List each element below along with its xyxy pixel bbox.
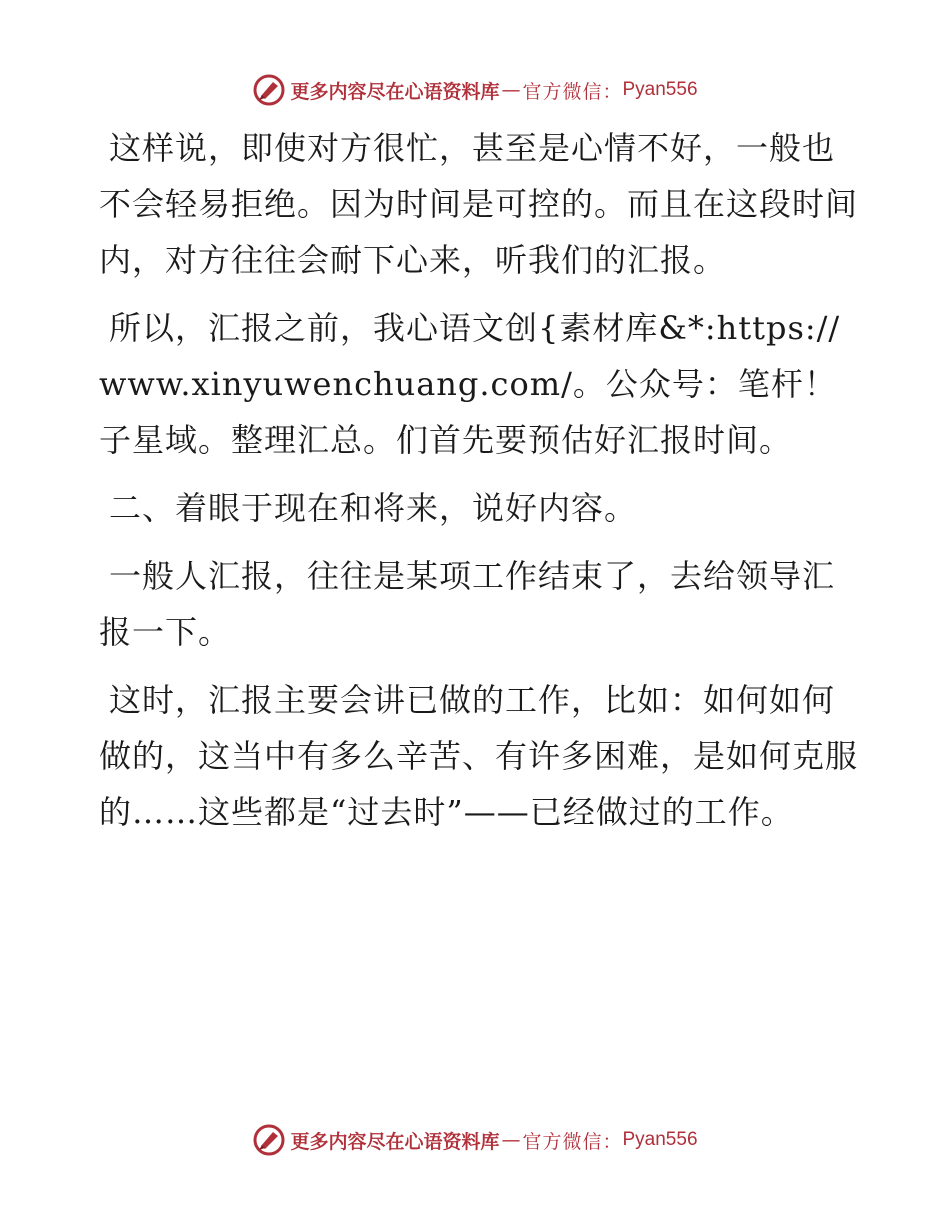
footer-banner [0,1120,950,1160]
paragraph-3-heading: 二、着眼于现在和将来，说好内容。 [109,489,638,527]
banner-wechat-label: 官方微信： [522,80,623,103]
paragraph-5: 这时，汇报主要会讲已做的工作，比如：如何如何做的，这当中有多么辛苦、有许多困难，是如何克服的……这些都是“过去时”——已经做过的工作。 [99,681,859,831]
paragraph-2: 所以，汇报之前，我心语文创{素材库&*:https://www.xinyuwenchuang.com/。公众号：笔杆！子星域。整理汇总。们首先要预估好汇报时间。 [99,309,841,459]
paragraph-1: 这样说，即使对方很忙，甚至是心情不好，一般也不会轻易拒绝。因为时间是可控的。而且在这段时间内，对方往往会耐下心来，听我们的汇报。 [99,129,859,279]
banner-brand-text: 更多内容尽在心语资料库 [290,1130,500,1153]
pen-logo-icon [252,1123,286,1157]
banner-wechat-label: 官方微信： [522,1130,623,1153]
banner-brand-text: 更多内容尽在心语资料库 [290,80,500,103]
pen-logo-icon [252,73,286,107]
header-banner [0,70,950,110]
document-body [99,120,859,852]
paragraph-4: 一般人汇报，往往是某项工作结束了，去给领导汇报一下。 [99,557,836,651]
banner-separator: — [501,1129,521,1151]
banner-separator: — [501,79,521,101]
banner-wechat-id: Pyan556 [622,79,698,100]
banner-wechat-id: Pyan556 [622,1129,698,1150]
